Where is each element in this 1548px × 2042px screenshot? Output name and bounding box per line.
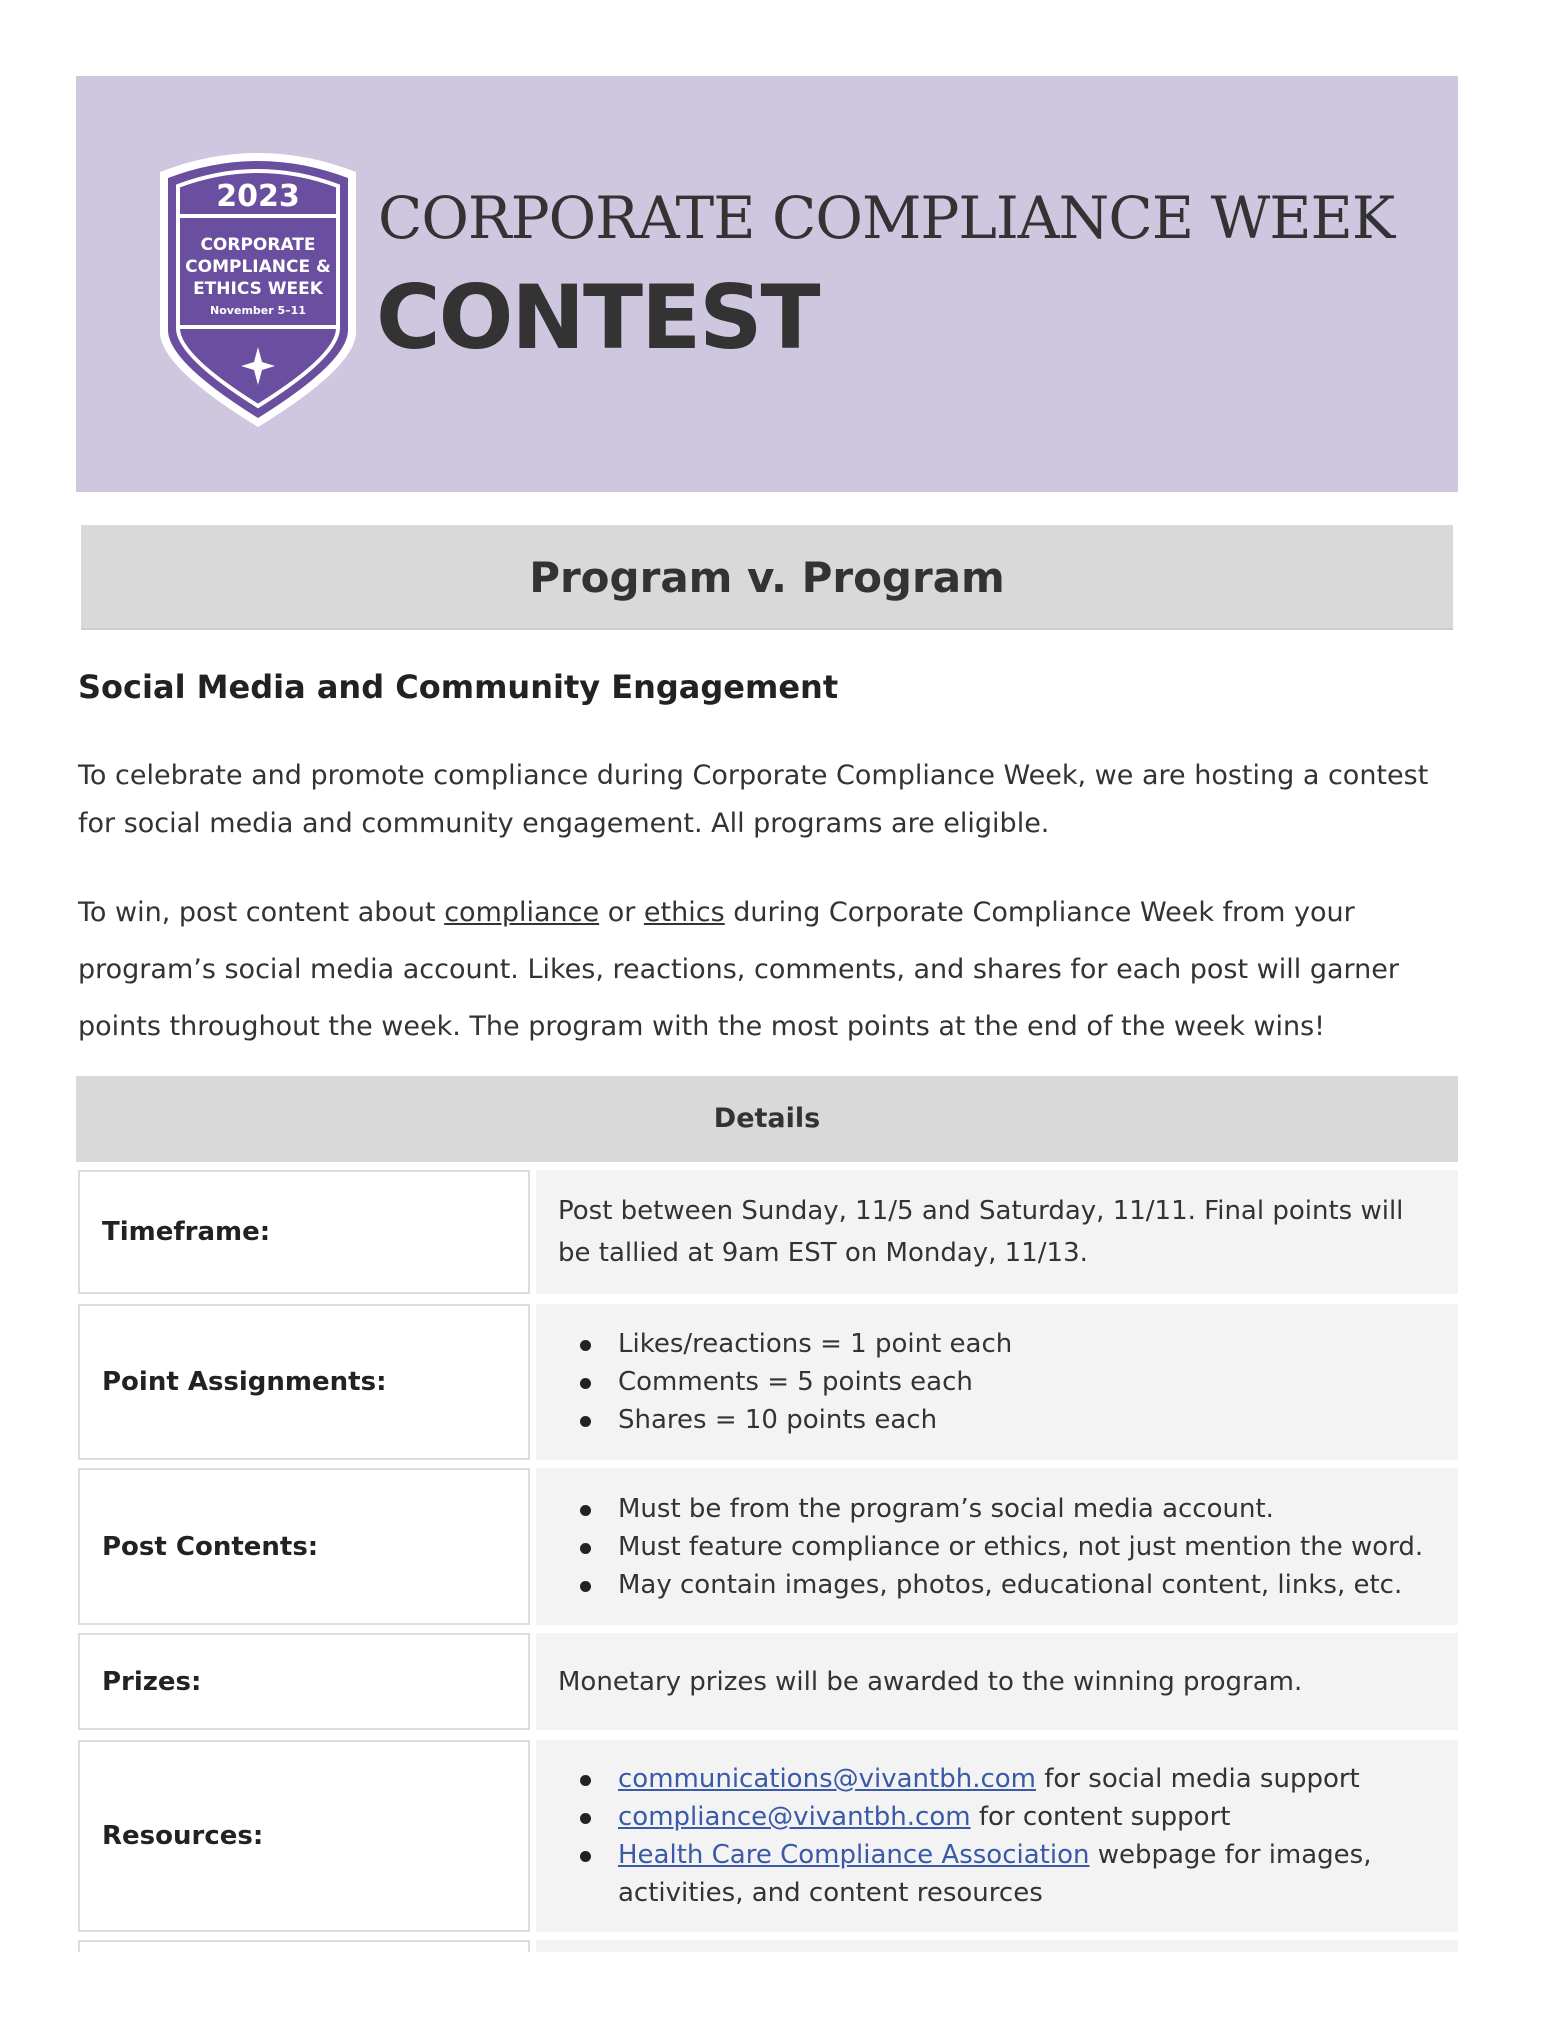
svg-text:ETHICS WEEK: ETHICS WEEK bbox=[193, 279, 323, 299]
table-row bbox=[76, 1633, 1458, 1730]
list-item bbox=[558, 1836, 1398, 1912]
table-row bbox=[76, 1170, 1458, 1294]
row-label: Prizes: bbox=[78, 1633, 530, 1730]
compliance-text: compliance bbox=[444, 897, 600, 928]
table-row bbox=[76, 1304, 1458, 1460]
text: webpage for images, activities, and content resources bbox=[618, 1840, 1372, 1908]
table-row bbox=[76, 1740, 1458, 1932]
table-row bbox=[76, 1468, 1458, 1625]
list-item: Comments = 5 points each bbox=[558, 1363, 1012, 1401]
text: To win, post content about bbox=[78, 897, 445, 928]
ethics-text: ethics bbox=[643, 897, 725, 928]
row-value bbox=[536, 1304, 1458, 1460]
list-item: May contain images, photos, educational content, links, etc. bbox=[558, 1566, 1423, 1604]
rules-paragraph bbox=[78, 884, 1468, 1055]
list-item: Must feature compliance or ethics, not just mention the word. bbox=[558, 1528, 1423, 1566]
list-item: Shares = 10 points each bbox=[558, 1401, 1012, 1439]
section-heading: Social Media and Community Engagement bbox=[78, 668, 839, 706]
list-item: Likes/reactions = 1 point each bbox=[558, 1325, 1012, 1363]
list-item bbox=[558, 1798, 1398, 1836]
svg-text:2023: 2023 bbox=[216, 179, 300, 214]
row-label: Resources: bbox=[78, 1740, 530, 1932]
table-row-partial bbox=[76, 1940, 1458, 1952]
row-label bbox=[78, 1940, 530, 1952]
svg-text:COMPLIANCE &: COMPLIANCE & bbox=[185, 257, 331, 277]
row-label: Post Contents: bbox=[78, 1468, 530, 1625]
list-item bbox=[558, 1760, 1398, 1798]
row-value bbox=[536, 1740, 1458, 1932]
row-value: Post between Sunday, 11/5 and Saturday, 11/11. Final points will be tallied at 9am EST on Monday, 11/13. bbox=[536, 1170, 1458, 1294]
row-label: Timeframe: bbox=[78, 1170, 530, 1294]
text: for content support bbox=[970, 1802, 1231, 1832]
intro-paragraph: To celebrate and promote compliance during Corporate Compliance Week, we are hosting a contest for social media and community engagement. All programs are eligible. bbox=[78, 760, 1429, 839]
compliance-email-link[interactable]: compliance@vivantbh.com bbox=[618, 1802, 971, 1832]
row-value bbox=[536, 1468, 1458, 1625]
communications-email-link[interactable]: communications@vivantbh.com bbox=[618, 1764, 1036, 1794]
row-value bbox=[536, 1940, 1458, 1952]
svg-text:CORPORATE: CORPORATE bbox=[200, 235, 316, 255]
header-banner bbox=[76, 76, 1458, 492]
header-subtitle: CONTEST bbox=[376, 266, 819, 369]
text: during Corporate Compliance Week from your program’s social media account. Likes, reactions, comments, and shares for each post will garner points throughout the week. The program with the most points at the end of the week wins! bbox=[78, 897, 1399, 1042]
compliance-week-badge-logo bbox=[150, 142, 366, 432]
row-label: Point Assignments: bbox=[78, 1304, 530, 1460]
svg-text:November 5–11: November 5–11 bbox=[210, 304, 306, 317]
program-title: Program v. Program bbox=[81, 525, 1453, 630]
header-title: CORPORATE COMPLIANCE WEEK bbox=[378, 184, 1395, 252]
row-value: Monetary prizes will be awarded to the winning program. bbox=[536, 1633, 1458, 1730]
text: or bbox=[599, 897, 644, 928]
text: for social media support bbox=[1036, 1764, 1360, 1794]
list-item: Must be from the program’s social media account. bbox=[558, 1490, 1423, 1528]
hcca-link[interactable]: Health Care Compliance Association bbox=[618, 1840, 1090, 1870]
details-header: Details bbox=[76, 1076, 1458, 1162]
